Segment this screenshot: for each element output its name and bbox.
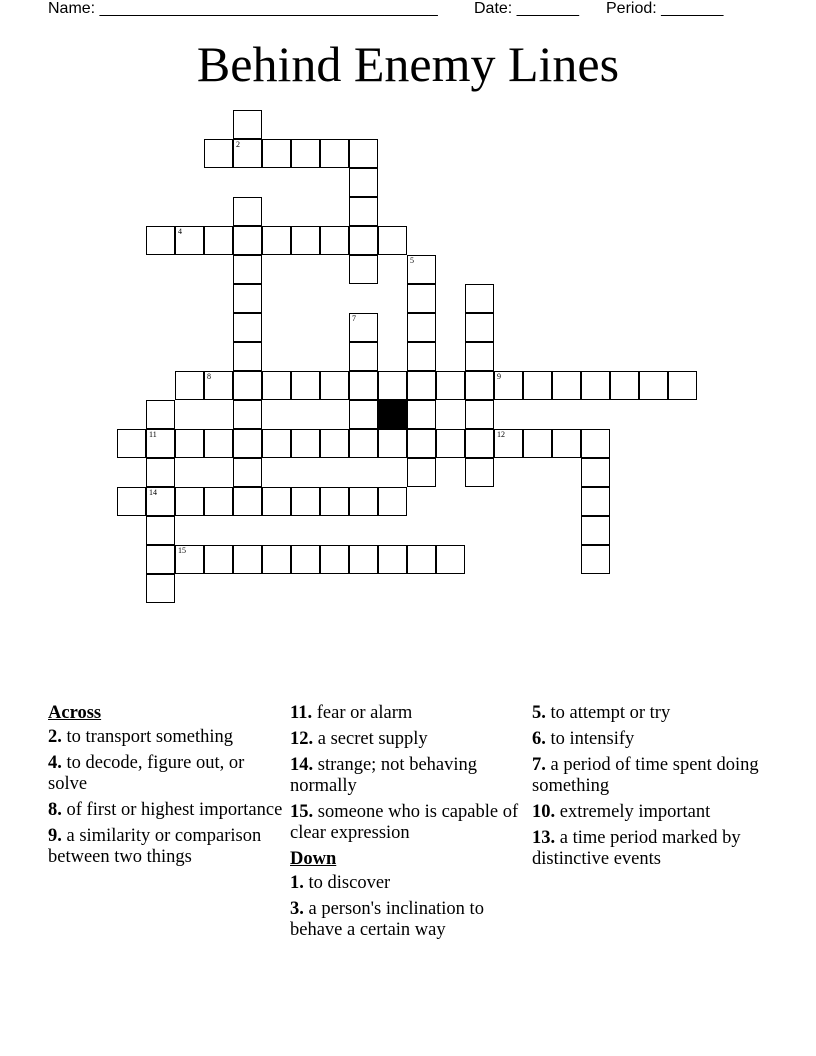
grid-cell[interactable] [378,226,407,255]
clue [48,826,284,868]
grid-cell[interactable] [175,487,204,516]
grid-cell[interactable] [407,458,436,487]
grid-cell[interactable] [465,284,494,313]
grid-cell[interactable] [378,545,407,574]
grid-cell[interactable] [407,342,436,371]
grid-cell[interactable] [436,429,465,458]
clue-text: to transport something [61,727,233,747]
clue-number-label: 3. [290,899,304,919]
clue-text: a similarity or comparison between two things [48,826,262,867]
clue [532,828,768,870]
down-clue-list-continued [532,703,768,870]
grid-cell[interactable] [146,400,175,429]
grid-cell[interactable] [349,139,378,168]
clue-text: to decode, figure out, or solve [48,753,245,794]
grid-cell[interactable] [349,168,378,197]
grid-cell[interactable] [146,516,175,545]
grid-cell[interactable] [407,371,436,400]
grid-cell[interactable] [175,226,204,255]
clue-number: 8 [207,372,211,381]
grid-cell[interactable] [349,545,378,574]
clue [532,755,768,797]
date-field-label: Date: _______ [474,0,579,17]
clue-number-label: 13. [532,828,556,848]
grid-cell[interactable] [407,255,436,284]
clue-number: 11 [149,430,157,439]
grid-cell[interactable] [233,284,262,313]
grid-cell[interactable] [523,429,552,458]
clue [532,729,768,750]
grid-cell[interactable] [320,545,349,574]
grid-cell[interactable] [233,400,262,429]
clue-number-label: 8. [48,800,62,820]
grid-cell[interactable] [407,429,436,458]
period-field-label: Period: _______ [606,0,724,17]
grid-cell[interactable] [407,313,436,342]
across-clue-list-continued [290,703,526,844]
grid-cell[interactable] [320,139,349,168]
clue [532,802,768,823]
clue-number: 4 [178,227,182,236]
grid-cell[interactable] [552,371,581,400]
grid-cell[interactable] [233,110,262,139]
down-heading: Down [290,849,337,869]
grid-cell[interactable] [378,487,407,516]
grid-cell[interactable] [291,429,320,458]
grid-cell[interactable] [668,371,697,400]
clue-number-label: 9. [48,826,62,846]
clue-text: a time period marked by distinctive events [532,828,741,869]
black-cell [378,400,407,429]
grid-cell[interactable] [175,371,204,400]
grid-cell[interactable] [291,139,320,168]
grid-cell[interactable] [465,458,494,487]
clue-text: strange; not behaving normally [290,755,478,796]
grid-cell[interactable] [378,429,407,458]
grid-cell[interactable] [320,429,349,458]
grid-cell[interactable] [349,429,378,458]
clue-number: 14 [149,488,157,497]
clue-number-label: 12. [290,729,314,749]
grid-cell[interactable] [523,371,552,400]
clue-number-label: 5. [532,703,546,723]
grid-cell[interactable] [378,371,407,400]
clue-text: fear or alarm [312,703,413,723]
clue-number: 7 [352,314,356,323]
grid-cell[interactable] [204,545,233,574]
grid-cell[interactable] [262,371,291,400]
grid-cell[interactable] [436,371,465,400]
grid-cell[interactable] [465,429,494,458]
clue-text: to intensify [545,729,635,749]
grid-cell[interactable] [349,342,378,371]
clue [290,899,526,941]
grid-cell[interactable] [291,226,320,255]
clues-column-3 [532,703,768,875]
grid-cell[interactable] [146,487,175,516]
grid-cell[interactable] [639,371,668,400]
clue-number-label: 10. [532,802,556,822]
grid-cell[interactable] [465,371,494,400]
grid-cell[interactable] [581,458,610,487]
grid-cell[interactable] [175,545,204,574]
clue-number: 15 [178,546,186,555]
grid-cell[interactable] [494,429,523,458]
grid-cell[interactable] [320,487,349,516]
grid-cell[interactable] [320,371,349,400]
grid-cell[interactable] [233,313,262,342]
grid-cell[interactable] [291,545,320,574]
clue [290,755,526,797]
grid-cell[interactable] [552,429,581,458]
clue-number-label: 4. [48,753,62,773]
grid-cell[interactable] [581,487,610,516]
grid-cell[interactable] [494,371,523,400]
grid-cell[interactable] [233,458,262,487]
clue-number-label: 6. [532,729,546,749]
clue-number-label: 1. [290,873,304,893]
grid-cell[interactable] [204,139,233,168]
across-heading: Across [48,703,102,723]
clue-number-label: 15. [290,802,314,822]
down-clue-list [290,873,526,941]
clue-text: to attempt or try [545,703,671,723]
grid-cell[interactable] [349,226,378,255]
clue-number-label: 2. [48,727,62,747]
grid-cell[interactable] [291,371,320,400]
grid-cell[interactable] [349,255,378,284]
grid-cell[interactable] [581,371,610,400]
clue-number: 12 [497,430,505,439]
grid-cell[interactable] [407,545,436,574]
grid-cell[interactable] [233,487,262,516]
grid-cell[interactable] [146,574,175,603]
grid-cell[interactable] [233,371,262,400]
grid-cell[interactable] [610,371,639,400]
grid-cell[interactable] [465,342,494,371]
clue-text: a person's inclination to behave a certain way [290,899,484,940]
grid-cell[interactable] [233,255,262,284]
clue [48,727,284,748]
grid-cell[interactable] [233,139,262,168]
clue-number: 9 [497,372,501,381]
grid-cell[interactable] [233,197,262,226]
grid-cell[interactable] [349,313,378,342]
grid-cell[interactable] [349,371,378,400]
grid-cell[interactable] [204,226,233,255]
grid-cell[interactable] [204,429,233,458]
grid-cell[interactable] [233,342,262,371]
clue-number: 5 [410,256,414,265]
clue [48,800,284,821]
grid-cell[interactable] [349,487,378,516]
clue [290,802,526,844]
grid-cell[interactable] [117,429,146,458]
clue-number-label: 14. [290,755,314,775]
grid-cell[interactable] [262,487,291,516]
grid-cell[interactable] [581,429,610,458]
clue [48,753,284,795]
grid-cell[interactable] [146,545,175,574]
clue [290,873,526,894]
clue-text: a period of time spent doing something [532,755,759,796]
grid-cell[interactable] [465,400,494,429]
grid-cell[interactable] [465,313,494,342]
clue-text: someone who is capable of clear expression [290,802,519,843]
grid-cell[interactable] [407,284,436,313]
clue [532,703,768,724]
grid-cell[interactable] [262,545,291,574]
grid-cell[interactable] [204,371,233,400]
grid-cell[interactable] [233,226,262,255]
grid-cell[interactable] [233,545,262,574]
grid-cell[interactable] [117,487,146,516]
name-field-label: Name: ______________________________________ [48,0,438,17]
grid-cell[interactable] [291,487,320,516]
across-clue-list [48,727,284,868]
grid-cell[interactable] [233,429,262,458]
clues-column-1 [48,703,284,873]
clue-text: extremely important [555,802,711,822]
puzzle-title: Behind Enemy Lines [196,36,620,92]
grid-cell[interactable] [581,545,610,574]
clue-text: of first or highest importance [61,800,283,820]
grid-cell[interactable] [146,458,175,487]
grid-cell[interactable] [262,226,291,255]
clues-column-2 [290,703,526,946]
grid-cell[interactable] [436,545,465,574]
grid-cell[interactable] [204,487,233,516]
grid-cell[interactable] [349,197,378,226]
clue-text: a secret supply [313,729,428,749]
clue [290,703,526,724]
grid-cell[interactable] [349,400,378,429]
clue-number-label: 7. [532,755,546,775]
grid-cell[interactable] [146,226,175,255]
grid-cell[interactable] [407,400,436,429]
grid-cell[interactable] [175,429,204,458]
clue-text: to discover [303,873,391,893]
grid-cell[interactable] [262,139,291,168]
grid-cell[interactable] [262,429,291,458]
clue-number-label: 11. [290,703,313,723]
clue [290,729,526,750]
grid-cell[interactable] [320,226,349,255]
grid-cell[interactable] [581,516,610,545]
clue-number: 2 [236,140,240,149]
grid-cell[interactable] [146,429,175,458]
